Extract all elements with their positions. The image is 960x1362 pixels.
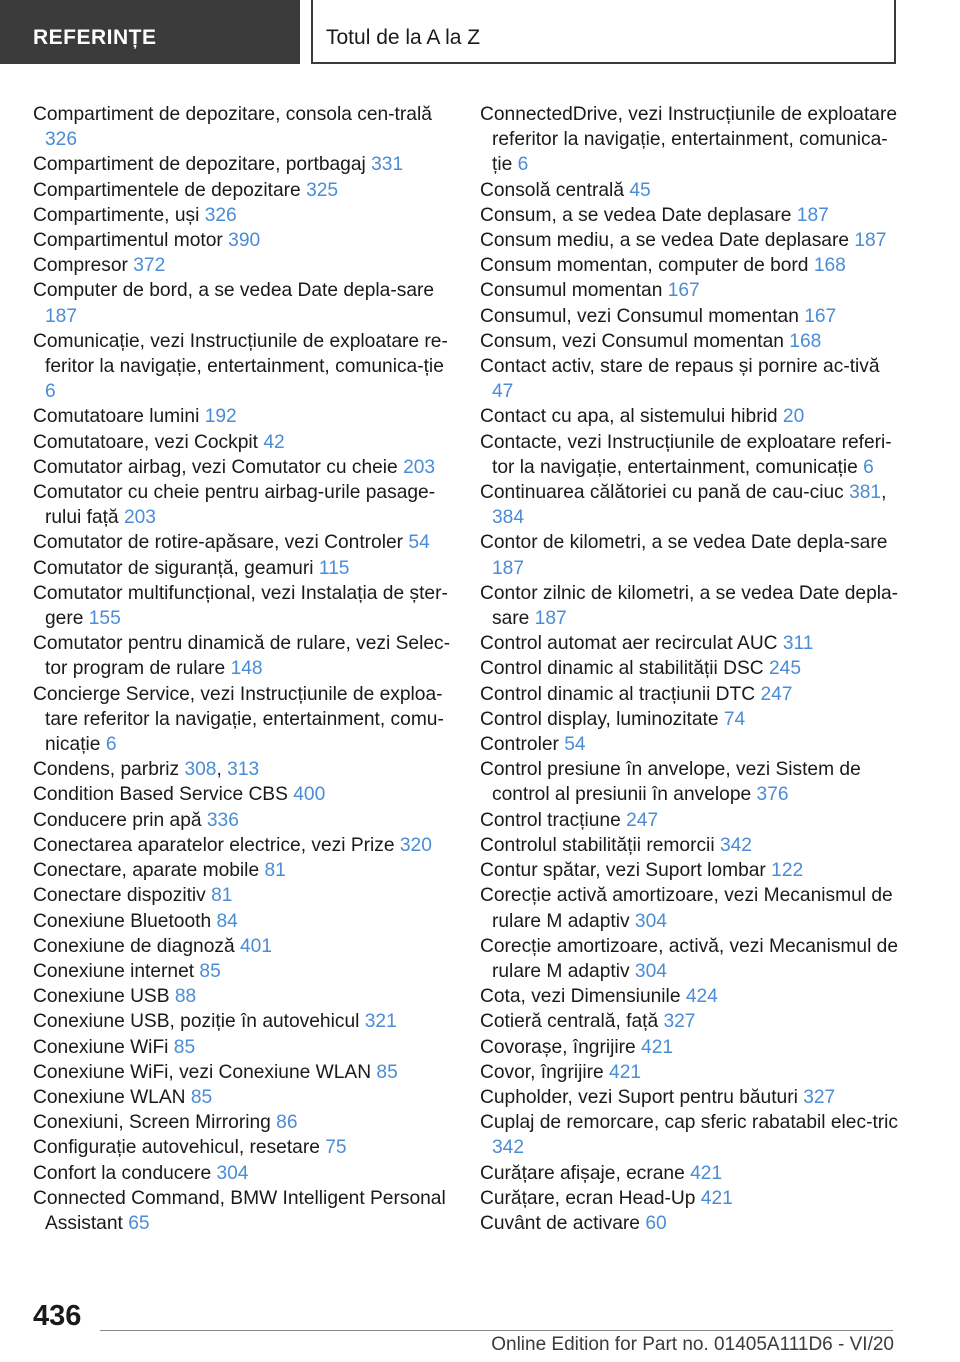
index-term: Consum momentan, computer de bord: [480, 255, 809, 277]
index-entry: [480, 833, 900, 858]
index-term: Covor, îngrijire: [480, 1061, 604, 1083]
index-entry: Condens, parbriz 308, 313: [33, 759, 260, 781]
index-entry: [33, 833, 453, 858]
index-term: Comutator de siguranță, geamuri: [33, 557, 314, 579]
page-reference-link[interactable]: 325: [306, 179, 339, 201]
page-reference-link[interactable]: 203: [123, 507, 156, 529]
page-reference-link[interactable]: 308: [184, 759, 217, 781]
page-reference-link[interactable]: 400: [293, 784, 326, 806]
index-entry: [33, 430, 453, 455]
index-entry: [33, 1135, 453, 1160]
index-term: Contor de kilometri, a se vedea Date depla-sare: [480, 532, 888, 554]
page-reference-link[interactable]: 85: [199, 960, 221, 982]
page-reference-link[interactable]: 168: [789, 330, 822, 352]
page-reference-link[interactable]: 247: [626, 809, 659, 831]
page-reference-link[interactable]: 45: [629, 179, 651, 201]
index-term: Control automat aer recirculat AUC: [480, 633, 778, 655]
index-term: Conectare dispozitiv: [33, 885, 206, 907]
page-reference-link[interactable]: 187: [534, 608, 567, 630]
page-reference-link[interactable]: 65: [128, 1212, 150, 1234]
index-entry: [480, 581, 900, 631]
index-term: Conducere prin apă: [33, 809, 202, 831]
index-term: Control dinamic al tracțiunii DTC: [480, 683, 756, 705]
index-entry: [480, 228, 900, 253]
page-reference-link[interactable]: 74: [723, 708, 746, 730]
index-entry: [480, 1211, 900, 1236]
index-entry: [480, 808, 900, 833]
index-entry: [33, 228, 453, 253]
index-entry: [480, 404, 900, 429]
index-entry: [480, 934, 900, 984]
index-term: Compartimentele de depozitare: [33, 179, 301, 201]
index-entry: [33, 808, 453, 833]
index-term: Control display, luminozitate: [480, 708, 719, 730]
index-entry: [480, 656, 900, 681]
index-entry: [480, 858, 900, 883]
index-entry: [480, 883, 900, 933]
page-reference-link[interactable]: 6: [863, 456, 874, 478]
section-tab: [0, 0, 300, 64]
index-entry: [480, 707, 900, 732]
index-entry: [33, 1060, 453, 1085]
index-term: Configurație autovehicul, resetare: [33, 1137, 320, 1159]
page-reference-link[interactable]: 320: [399, 834, 432, 856]
index-term: Conexiuni, Screen Mirroring: [33, 1112, 271, 1134]
index-entry: [480, 757, 900, 807]
index-entry: [480, 304, 900, 329]
index-term: Consum mediu, a se vedea Date deplasare: [480, 230, 850, 252]
index-term: Confort la conducere: [33, 1162, 212, 1184]
index-term: Conexiune WiFi: [33, 1036, 169, 1058]
page-reference-link[interactable]: 85: [376, 1061, 398, 1083]
index-entry: [480, 430, 900, 480]
page-reference-link[interactable]: 85: [190, 1086, 213, 1108]
index-term: Comunicație, vezi Instrucțiunile de exploatare re-feritor la navigație, entertainment, comunica-ție: [33, 330, 448, 378]
page-reference-link[interactable]: 313: [227, 759, 260, 781]
index-term: Conectare, aparate mobile: [33, 860, 260, 882]
index-entry: [33, 984, 453, 1009]
index-entry: [33, 102, 453, 152]
page-reference-link[interactable]: 304: [634, 960, 667, 982]
page-reference-link[interactable]: 326: [45, 129, 78, 151]
index-entry: [33, 682, 453, 758]
page-reference-link[interactable]: 86: [276, 1112, 298, 1134]
index-term: Cota, vezi Dimensiunile: [480, 986, 681, 1008]
page-reference-link[interactable]: 401: [239, 935, 272, 957]
index-entry: [33, 934, 453, 959]
page-reference-link[interactable]: 311: [782, 633, 814, 655]
index-entry: [480, 329, 900, 354]
index-term: Conexiune de diagnoză: [33, 935, 235, 957]
page-reference-link[interactable]: 192: [204, 406, 237, 428]
index-entry: [33, 329, 453, 405]
index-entry: [480, 631, 900, 656]
page-reference-link[interactable]: 155: [88, 608, 121, 630]
index-term: Comutator multifuncțional, vezi Instalația de șter-gere: [33, 582, 448, 630]
page-reference-link[interactable]: 327: [803, 1086, 836, 1108]
index-term: Consum, vezi Consumul momentan: [480, 330, 784, 352]
index-entry: [33, 278, 453, 328]
index-entry: [480, 178, 900, 203]
page-reference-link[interactable]: 167: [667, 280, 700, 302]
index-term: Contor zilnic de kilometri, a se vedea Date depla-sare: [480, 582, 899, 630]
page-reference-link[interactable]: 342: [719, 834, 752, 856]
index-term: Conexiune internet: [33, 960, 195, 982]
page-reference-link[interactable]: 6: [105, 734, 117, 756]
page-reference-link[interactable]: 187: [796, 204, 829, 226]
index-entry: [480, 253, 900, 278]
index-term: Consumul, vezi Consumul momentan: [480, 305, 799, 327]
index-term: Computer de bord, a se vedea Date depla-sare: [33, 280, 435, 302]
index-term: Consum, a se vedea Date deplasare: [480, 204, 792, 226]
index-term: Controler: [480, 734, 559, 756]
index-entry: [33, 959, 453, 984]
index-term: Concierge Service, vezi Instrucțiunile de exploa-tare referitor la navigație, entertainment, comu-nicație: [33, 683, 444, 756]
index-entry: [33, 253, 453, 278]
index-term: Corecție activă amortizoare, vezi Mecanismul de rulare M adaptiv: [480, 885, 893, 932]
index-entry: [480, 354, 900, 404]
page-reference-link[interactable]: 167: [804, 305, 837, 327]
index-entry: [33, 858, 453, 883]
index-term: Cuvânt de activare: [480, 1212, 640, 1234]
index-term: Consumul momentan: [480, 280, 663, 302]
index-entry: [33, 1085, 453, 1110]
index-term: Controlul stabilității remorcii: [480, 834, 715, 856]
index-entry: [480, 682, 900, 707]
index-entry: [33, 178, 453, 203]
page-reference-link[interactable]: 321: [364, 1011, 397, 1033]
page-reference-link[interactable]: 421: [609, 1061, 642, 1083]
page-reference-link[interactable]: 336: [206, 809, 239, 831]
index-entry: [480, 530, 900, 580]
section-title: REFERINȚE: [33, 26, 157, 49]
index-entry: [33, 404, 453, 429]
index-entry: [33, 909, 453, 934]
page-reference-link[interactable]: 47: [492, 381, 514, 403]
index-entry: [33, 203, 453, 228]
index-term: Comutator airbag, vezi Comutator cu cheie: [33, 456, 398, 478]
page-reference-link[interactable]: 187: [492, 557, 525, 579]
index-term: Conectarea aparatelor electrice, vezi Prize: [33, 834, 395, 856]
index-term: Comutator pentru dinamică de rulare, vezi Selec-tor program de rulare: [33, 633, 450, 680]
index-term: Cuplaj de remorcare, cap sferic rabatabil elec-tric: [480, 1112, 899, 1134]
index-entry: [480, 1035, 900, 1060]
page-reference-link[interactable]: 42: [263, 431, 285, 453]
index-entry: [480, 1009, 900, 1034]
page-reference-link[interactable]: 421: [700, 1187, 733, 1209]
index-entry: [33, 782, 453, 807]
page-reference-link[interactable]: 424: [685, 986, 718, 1008]
index-entry: [480, 1186, 900, 1211]
index-entry: [33, 530, 453, 555]
page-reference-link[interactable]: 84: [216, 910, 238, 932]
index-term: Contact cu apa, al sistemului hibrid: [480, 406, 778, 428]
index-term: Cotieră centrală, față: [480, 1011, 659, 1033]
page-reference-link[interactable]: 245: [769, 658, 802, 680]
page-reference-link[interactable]: 20: [782, 406, 805, 428]
index-term: Continuarea călătoriei cu pană de cau-ciuc: [480, 482, 844, 504]
page-reference-link[interactable]: 203: [403, 456, 436, 478]
index-entry: [480, 984, 900, 1009]
page-reference-link[interactable]: 390: [228, 230, 261, 252]
page-reference-link[interactable]: 115: [318, 557, 350, 579]
index-entry: [33, 883, 453, 908]
index-term: Control presiune în anvelope, vezi Sistem de control al presiunii în anvelope: [480, 759, 861, 806]
index-entry: [480, 102, 900, 178]
index-entry: [480, 1085, 900, 1110]
page-reference-link[interactable]: 81: [264, 860, 286, 882]
index-term: Condition Based Service CBS: [33, 784, 288, 806]
page-reference-link[interactable]: 88: [174, 986, 197, 1008]
index-column-right: [480, 102, 900, 1236]
page-reference-link[interactable]: 187: [854, 230, 887, 252]
index-entry: [33, 556, 453, 581]
chapter-tab: [311, 0, 896, 64]
index-term: Contur spătar, vezi Suport lombar: [480, 860, 766, 882]
page-reference-link[interactable]: 6: [45, 381, 56, 403]
index-term: Cupholder, vezi Suport pentru băuturi: [480, 1086, 798, 1108]
index-entry: [480, 203, 900, 228]
index-term: Comutator de rotire-apăsare, vezi Controler: [33, 532, 404, 554]
index-term: Contact activ, stare de repaus și pornire ac-tivă: [480, 356, 880, 378]
index-term: Control tracțiune: [480, 809, 621, 831]
index-entry: [33, 152, 453, 177]
index-term: Contacte, vezi Instrucțiunile de exploatare referi-tor la navigație, entertainment, comunicație: [480, 431, 892, 478]
page-reference-link[interactable]: 54: [564, 734, 586, 756]
index-term: Compartimentul motor: [33, 230, 223, 252]
index-term: Comutatoare lumini: [33, 406, 200, 428]
page-reference-link[interactable]: 85: [173, 1036, 196, 1058]
index-entry: [480, 1161, 900, 1186]
page-reference-link[interactable]: 384: [492, 507, 525, 529]
index-entry: [33, 1161, 453, 1186]
index-entry: [480, 732, 900, 757]
index-term: Conexiune USB: [33, 986, 170, 1008]
index-entry: [480, 278, 900, 303]
page-reference-link[interactable]: 60: [645, 1212, 667, 1234]
index-term: Conexiune Bluetooth: [33, 910, 212, 932]
index-entry: [480, 1110, 900, 1160]
index-entry: [33, 631, 453, 681]
index-term: Compartiment de depozitare, portbagaj: [33, 154, 366, 176]
index-term: Connected Command, BMW Intelligent Personal Assistant: [33, 1187, 446, 1234]
page-reference-link[interactable]: 421: [690, 1162, 723, 1184]
index-term: Comutatoare, vezi Cockpit: [33, 431, 259, 453]
index-entry: [33, 455, 453, 480]
page-reference-link[interactable]: 187: [45, 305, 78, 327]
page-reference-link[interactable]: 168: [813, 255, 846, 277]
index-entry: Continuarea călătoriei cu pană de cau-ciuc 381, 384: [480, 482, 887, 529]
index-term: Compresor: [33, 255, 128, 277]
page-reference-link[interactable]: 247: [760, 683, 793, 705]
index-column-left: [33, 102, 453, 1236]
page-reference-link[interactable]: 304: [634, 910, 667, 932]
index-entry: [33, 1110, 453, 1135]
index-entry: [33, 581, 453, 631]
page-header: [0, 0, 960, 66]
index-term: Compartimente, uși: [33, 204, 200, 226]
page-reference-link[interactable]: 376: [756, 784, 789, 806]
page-reference-link[interactable]: 327: [663, 1011, 696, 1033]
index-term: Curățare afișaje, ecrane: [480, 1162, 685, 1184]
index-term: Conexiune WiFi, vezi Conexiune WLAN: [33, 1061, 372, 1083]
index-term: Covorașe, îngrijire: [480, 1036, 636, 1058]
page-reference-link[interactable]: 122: [771, 860, 804, 882]
page-reference-link[interactable]: 342: [492, 1137, 525, 1159]
index-entry: [480, 1060, 900, 1085]
index-term: Conexiune USB, poziție în autovehicul: [33, 1011, 360, 1033]
page-reference-link[interactable]: 6: [517, 154, 529, 176]
index-entry: [33, 1186, 453, 1236]
page-reference-link[interactable]: 381: [849, 482, 882, 504]
page-reference-link[interactable]: 148: [230, 658, 263, 680]
footer-divider: [100, 1330, 893, 1331]
page-reference-link[interactable]: 372: [133, 255, 166, 277]
edition-note: Online Edition for Part no. 01405A111D6 - VI/20: [491, 1334, 894, 1355]
index-term: Condens, parbriz: [33, 759, 180, 781]
index-term: Consolă centrală: [480, 179, 624, 201]
page-reference-link[interactable]: 54: [408, 532, 430, 554]
index-term: Conexiune WLAN: [33, 1086, 186, 1108]
page-number: 436: [33, 1300, 82, 1332]
page-reference-link[interactable]: 331: [371, 154, 404, 176]
index-term: Curățare, ecran Head-Up: [480, 1187, 696, 1209]
index-entry: [33, 1035, 453, 1060]
index-term: Control dinamic al stabilității DSC: [480, 658, 764, 680]
page-reference-link[interactable]: 75: [325, 1137, 347, 1159]
page-reference-link[interactable]: 421: [641, 1036, 674, 1058]
page-reference-link[interactable]: 304: [216, 1162, 249, 1184]
index-term: Compartiment de depozitare, consola cen-trală: [33, 104, 432, 125]
index-term: Comutator cu cheie pentru airbag-urile pasage-rului față: [33, 482, 436, 529]
index-term: Corecție amortizoare, activă, vezi Mecanismul de rulare M adaptiv: [480, 935, 899, 982]
page-reference-link[interactable]: 81: [211, 885, 233, 907]
index-term: ConnectedDrive, vezi Instrucțiunile de exploatare referitor la navigație, entertainment, comunica-ție: [480, 104, 898, 176]
page-reference-link[interactable]: 326: [204, 204, 237, 226]
index-entry: [33, 1009, 453, 1034]
index-entry: [33, 480, 453, 530]
chapter-title: Totul de la A la Z: [326, 26, 481, 49]
